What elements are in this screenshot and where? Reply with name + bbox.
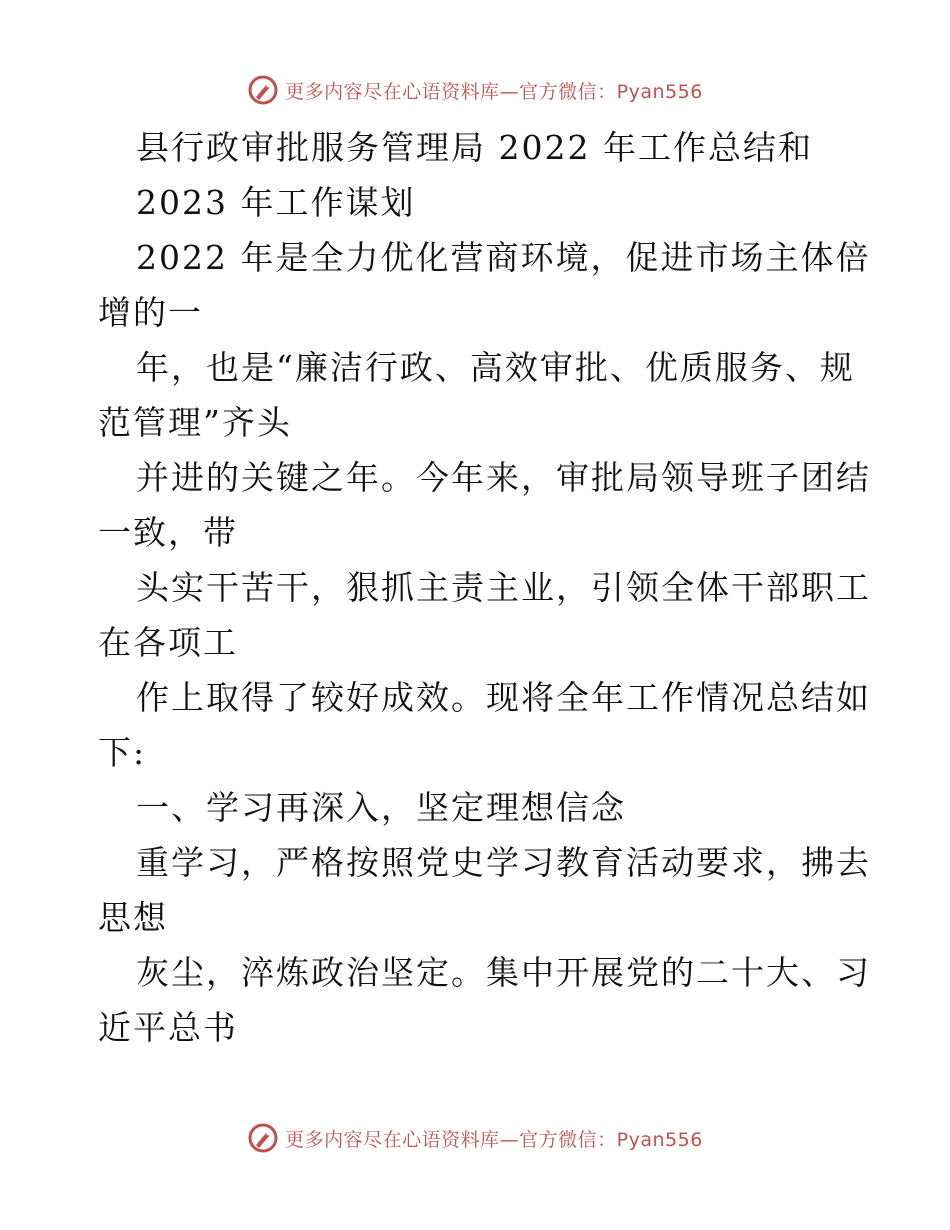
header-watermark	[0, 70, 950, 110]
text-line: 头实干苦干，狠抓主责主业，引领全体干部职工	[136, 568, 871, 607]
text-line: 2022 年是全力优化营商环境，促进市场主体倍	[136, 238, 871, 277]
pen-nib-logo-icon	[247, 1122, 279, 1154]
text-line: 下:	[98, 733, 147, 772]
text-line: 一致，带	[98, 513, 238, 552]
text-line: 灰尘，淬炼政治坚定。集中开展党的二十大、习	[136, 953, 871, 992]
text-line: 重学习，严格按照党史学习教育活动要求，拂去	[136, 843, 871, 882]
text-line: 范管理”齐头	[98, 403, 292, 442]
text-line: 作上取得了较好成效。现将全年工作情况总结如	[136, 678, 871, 717]
document-body	[98, 120, 871, 1055]
text-line: 2023 年工作谋划	[136, 183, 416, 222]
text-line: 县行政审批服务管理局 2022 年工作总结和	[136, 128, 813, 167]
text-line: 一、学习再深入，坚定理想信念	[136, 788, 626, 827]
pen-nib-logo-icon	[247, 74, 279, 106]
footer-watermark	[0, 1118, 950, 1158]
text-line: 思想	[98, 898, 168, 937]
text-line: 年，也是“廉洁行政、高效审批、优质服务、规	[136, 348, 855, 387]
watermark-text: 更多内容尽在心语资料库—官方微信：Pyan556	[285, 80, 703, 103]
text-line: 近平总书	[98, 1008, 238, 1047]
watermark-text: 更多内容尽在心语资料库—官方微信：Pyan556	[285, 1128, 703, 1151]
text-line: 增的一	[98, 293, 203, 332]
text-line: 在各项工	[98, 623, 238, 662]
text-line: 并进的关键之年。今年来，审批局领导班子团结	[136, 458, 871, 497]
